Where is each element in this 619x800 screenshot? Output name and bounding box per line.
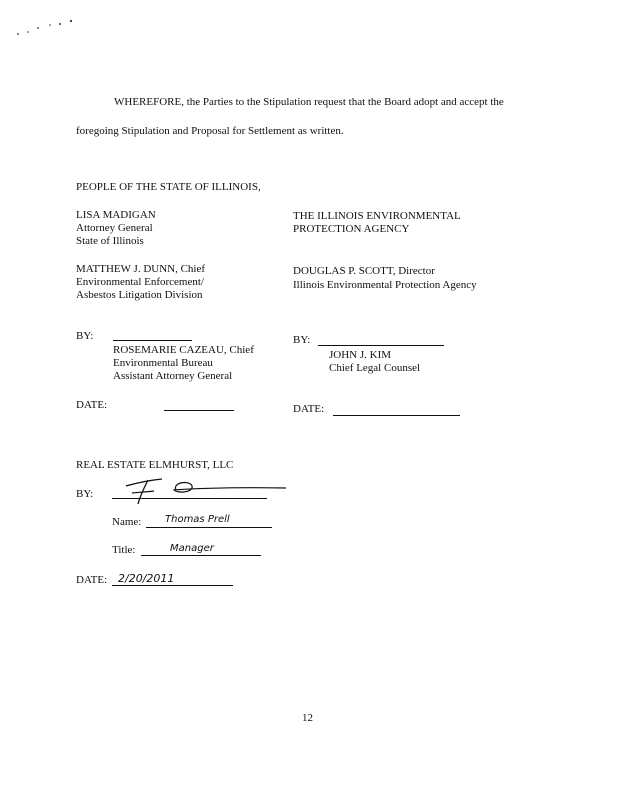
left-attorney-name: LISA MADIGAN xyxy=(76,209,156,221)
page-number: 12 xyxy=(302,712,313,724)
respondent-heading: REAL ESTATE ELMHURST, LLC xyxy=(76,459,234,471)
respondent-title-line xyxy=(141,555,261,556)
intro-line-1: WHEREFORE, the Parties to the Stipulation request that the Board adopt and accept the xyxy=(114,96,504,108)
respondent-title-value: Manager xyxy=(170,543,214,554)
left-attorney-title: Attorney General xyxy=(76,222,153,234)
right-signer-name: JOHN J. KIM xyxy=(329,349,392,361)
right-signature-line xyxy=(318,345,444,346)
left-signer-name: ROSEMARIE CAZEAU, Chief xyxy=(113,344,254,356)
right-signer-title: Chief Legal Counsel xyxy=(329,362,421,374)
respondent-name-line xyxy=(146,527,272,528)
left-state: State of Illinois xyxy=(76,235,144,247)
left-division-line2: Asbestos Litigation Division xyxy=(76,289,203,301)
left-by-label: BY: xyxy=(76,330,94,342)
people-heading: PEOPLE OF THE STATE OF ILLINOIS, xyxy=(76,181,261,193)
left-signer-title: Assistant Attorney General xyxy=(113,370,233,382)
right-director: DOUGLAS P. SCOTT, Director xyxy=(293,265,435,277)
respondent-by-label: BY: xyxy=(76,488,94,500)
left-division-line1: Environmental Enforcement/ xyxy=(76,276,204,288)
respondent-date-value: 2/20/2011 xyxy=(118,572,175,585)
left-signature-line xyxy=(113,340,192,341)
right-date-label: DATE: xyxy=(293,403,325,415)
right-by-label: BY: xyxy=(293,334,311,346)
right-agency-full: Illinois Environmental Protection Agency xyxy=(293,279,477,291)
respondent-name-label: Name: xyxy=(112,516,142,528)
left-signer-bureau: Environmental Bureau xyxy=(113,357,213,369)
right-agency-line1: THE ILLINOIS ENVIRONMENTAL xyxy=(293,210,461,222)
respondent-name-value: Thomas Prell xyxy=(165,514,230,525)
respondent-date-label: DATE: xyxy=(76,574,108,586)
intro-line-2: foregoing Stipulation and Proposal for Settlement as written. xyxy=(76,125,344,137)
left-date-label: DATE: xyxy=(76,399,108,411)
respondent-signature xyxy=(118,474,288,506)
right-date-line xyxy=(333,415,460,416)
left-date-line xyxy=(164,410,234,411)
right-agency-line2: PROTECTION AGENCY xyxy=(293,223,410,235)
respondent-title-label: Title: xyxy=(112,544,136,556)
respondent-date-line xyxy=(112,585,233,586)
left-division-chief: MATTHEW J. DUNN, Chief xyxy=(76,263,206,275)
scan-specks xyxy=(14,16,84,38)
